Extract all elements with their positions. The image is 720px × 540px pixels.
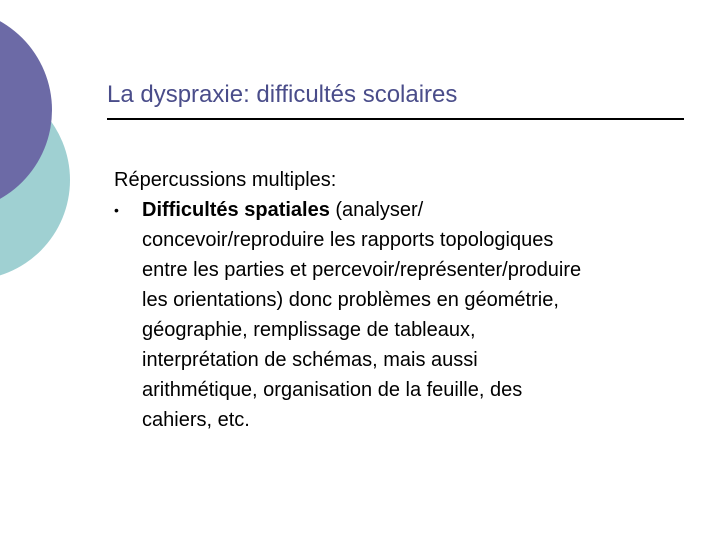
bullet-text bbox=[142, 195, 662, 435]
slide-body bbox=[114, 165, 680, 435]
decorative-circles bbox=[0, 0, 120, 300]
bullet-icon: • bbox=[114, 202, 119, 218]
bullet-line: géographie, remplissage de tableaux, bbox=[142, 319, 476, 341]
title-underline bbox=[107, 118, 684, 120]
bullet-line: entre les parties et percevoir/représenter/produire bbox=[142, 259, 582, 281]
bullet-line-1 bbox=[142, 195, 662, 225]
bullet-line: les orientations) donc problèmes en géométrie, bbox=[142, 289, 559, 311]
bullet-item bbox=[114, 195, 680, 435]
intro-line: Répercussions multiples: bbox=[114, 169, 337, 191]
bullet-line: cahiers, etc. bbox=[142, 409, 250, 431]
bullet-line: concevoir/reproduire les rapports topologiques bbox=[142, 229, 554, 251]
bullet-line-1-rest: (analyser/ bbox=[329, 199, 424, 221]
slide-title: La dyspraxie: difficultés scolaires bbox=[107, 81, 458, 108]
bullet-bold-lead: Difficultés spatiales bbox=[142, 199, 330, 221]
bullet-line: interprétation de schémas, mais aussi bbox=[142, 349, 478, 371]
bullet-line: arithmétique, organisation de la feuille, des bbox=[142, 379, 523, 401]
